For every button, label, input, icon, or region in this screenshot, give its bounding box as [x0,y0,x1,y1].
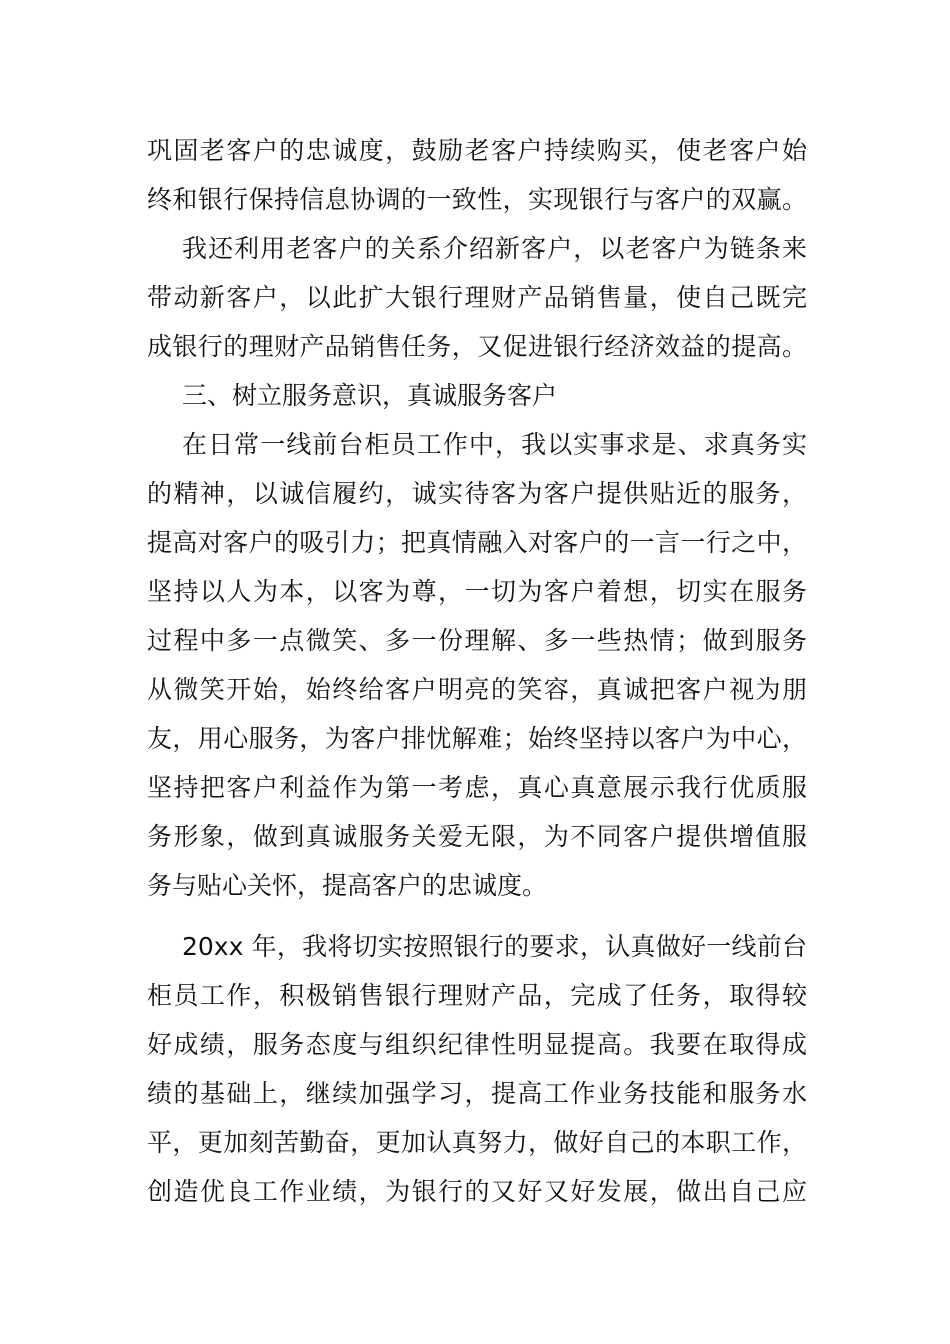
text-line: 提高对客户的吸引力；把真情融入对客户的一言一行之中， [147,528,807,557]
text-line: 我还利用老客户的关系介绍新客户，以老客户为链条来 [182,234,807,263]
section-heading: 三、树立服务意识，真诚服务客户 [182,381,558,410]
text-line: 在日常一线前台柜员工作中，我以实事求是、求真务实 [182,430,807,459]
text-line: 绩的基础上，继续加强学习，提高工作业务技能和服务水 [147,1079,807,1108]
text-line: 创造优良工作业绩，为银行的又好又好发展，做出自己应 [147,1177,807,1206]
text-line: 的精神，以诚信履约，诚实待客为客户提供贴近的服务， [147,479,807,508]
text-line: 终和银行保持信息协调的一致性，实现银行与客户的双赢。 [147,185,807,214]
text-line: 从微笑开始，始终给客户明亮的笑容，真诚把客户视为朋 [147,675,807,704]
text-line: 好成绩，服务态度与组织纪律性明显提高。我要在取得成 [147,1030,807,1059]
text-line: 过程中多一点微笑、多一份理解、多一些热情；做到服务 [147,626,807,655]
text-line: 20xx 年，我将切实按照银行的要求，认真做好一线前台 [182,932,807,961]
text-line: 带动新客户，以此扩大银行理财产品销售量，使自己既完 [147,283,807,312]
text-line: 坚持以人为本，以客为尊，一切为客户着想，切实在服务 [147,577,807,606]
text-line: 巩固老客户的忠诚度，鼓励老客户持续购买，使老客户始 [147,136,807,165]
text-line: 坚持把客户利益作为第一考虑，真心真意展示我行优质服 [147,773,807,802]
text-line: 柜员工作，积极销售银行理财产品，完成了任务，取得较 [147,981,807,1010]
text-line: 务形象，做到真诚服务关爱无限，为不同客户提供增值服 [147,822,807,851]
text-line: 务与贴心关怀，提高客户的忠诚度。 [147,871,548,900]
text-line: 友，用心服务，为客户排忧解难；始终坚持以客户为中心， [147,724,807,753]
text-line: 平，更加刻苦勤奋，更加认真努力，做好自己的本职工作， [147,1128,807,1157]
text-line: 成银行的理财产品销售任务，又促进银行经济效益的提高。 [147,332,807,361]
